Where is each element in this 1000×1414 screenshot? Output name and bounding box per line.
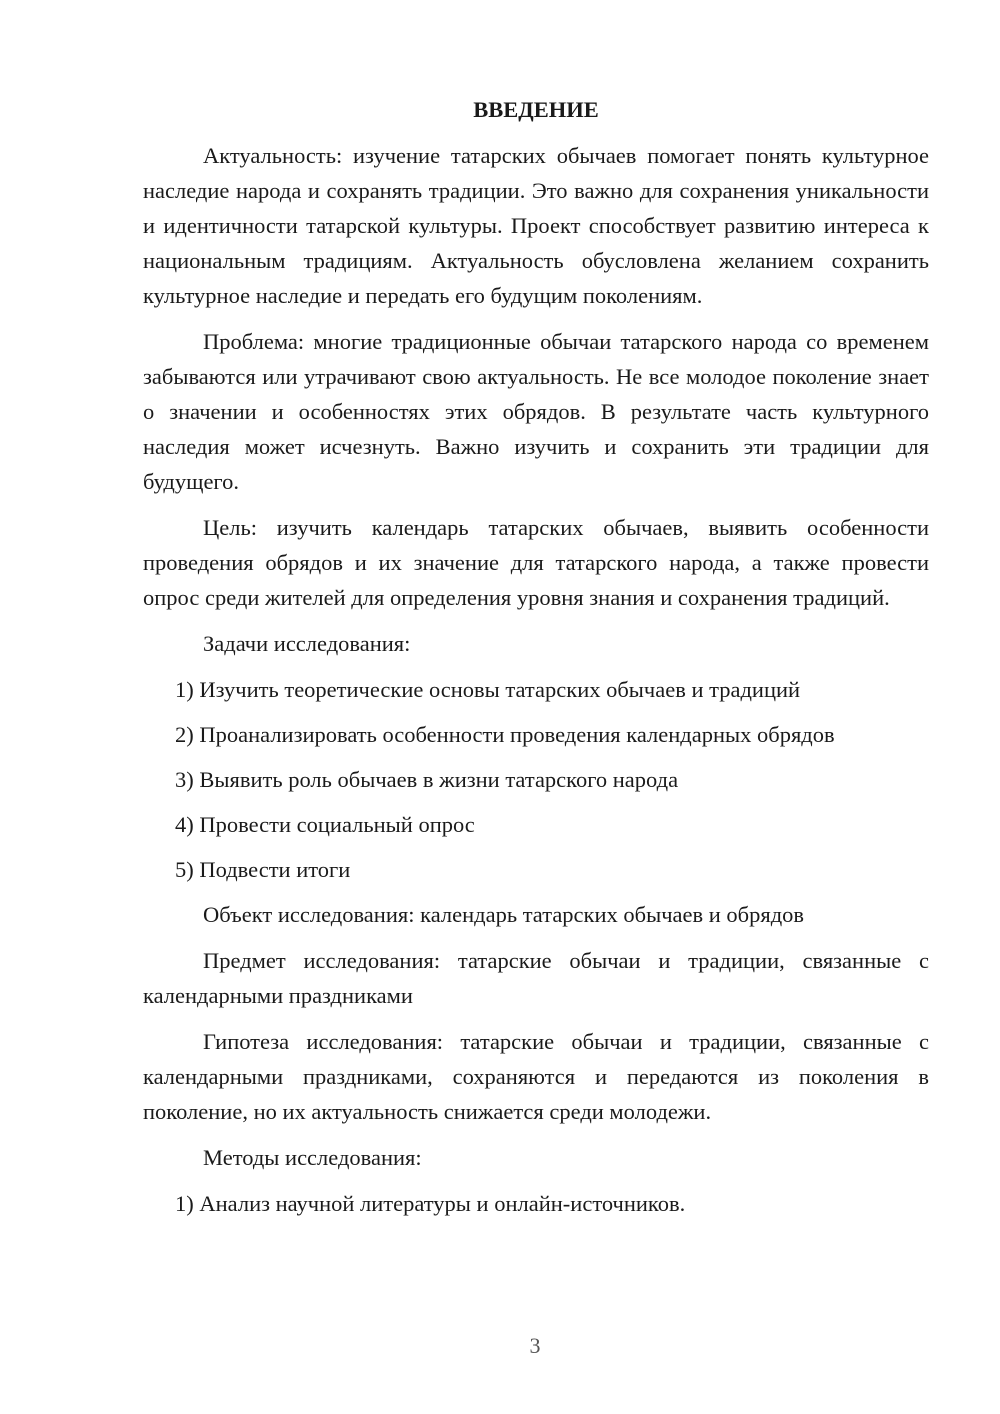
document-page (143, 92, 929, 1231)
method-item: 1) Анализ научной литературы и онлайн-источников. (175, 1191, 686, 1216)
task-item: 1) Изучить теоретические основы татарских обычаев и традиций (175, 677, 801, 702)
relevance-paragraph: Актуальность: изучение татарских обычаев помогает понять культурное наследие народа и сохранять традиции. Это важно для сохранения уникальности и идентичности татарской культуры. Проект способствует развитию интереса к национальным традициям. Актуальность обусловлена желанием сохранить культурное наследие и передать его будущим поколениям. (143, 143, 929, 308)
goal-paragraph: Цель: изучить календарь татарских обычаев, выявить особенности проведения обрядов и их значение для татарского народа, а также провести опрос среди жителей для определения уровня знания и сохранения традиций. (143, 515, 929, 610)
subject-paragraph: Предмет исследования: татарские обычаи и традиции, связанные с календарными праздниками (143, 948, 929, 1008)
methods-heading: Методы исследования: (203, 1145, 422, 1170)
hypothesis-paragraph: Гипотеза исследования: татарские обычаи и традиции, связанные с календарными праздниками, сохраняются и передаются из поколения в поколение, но их актуальность снижается среди молодежи. (143, 1029, 929, 1124)
tasks-heading: Задачи исследования: (203, 631, 411, 656)
task-item: 4) Провести социальный опрос (175, 812, 475, 837)
page-title: ВВЕДЕНИЕ (473, 97, 599, 122)
task-item: 2) Проанализировать особенности проведения календарных обрядов (175, 722, 835, 747)
problem-paragraph: Проблема: многие традиционные обычаи татарского народа со временем забываются или утрачивают свою актуальность. Не все молодое поколение знает о значении и особенностях этих обрядов. В результате часть культурного наследия может исчезнуть. Важно изучить и сохранить эти традиции для будущего. (143, 329, 929, 494)
task-item: 3) Выявить роль обычаев в жизни татарского народа (175, 767, 679, 792)
object-paragraph: Объект исследования: календарь татарских обычаев и обрядов (203, 902, 805, 927)
task-item: 5) Подвести итоги (175, 857, 351, 882)
page-number: 3 (529, 1333, 541, 1358)
